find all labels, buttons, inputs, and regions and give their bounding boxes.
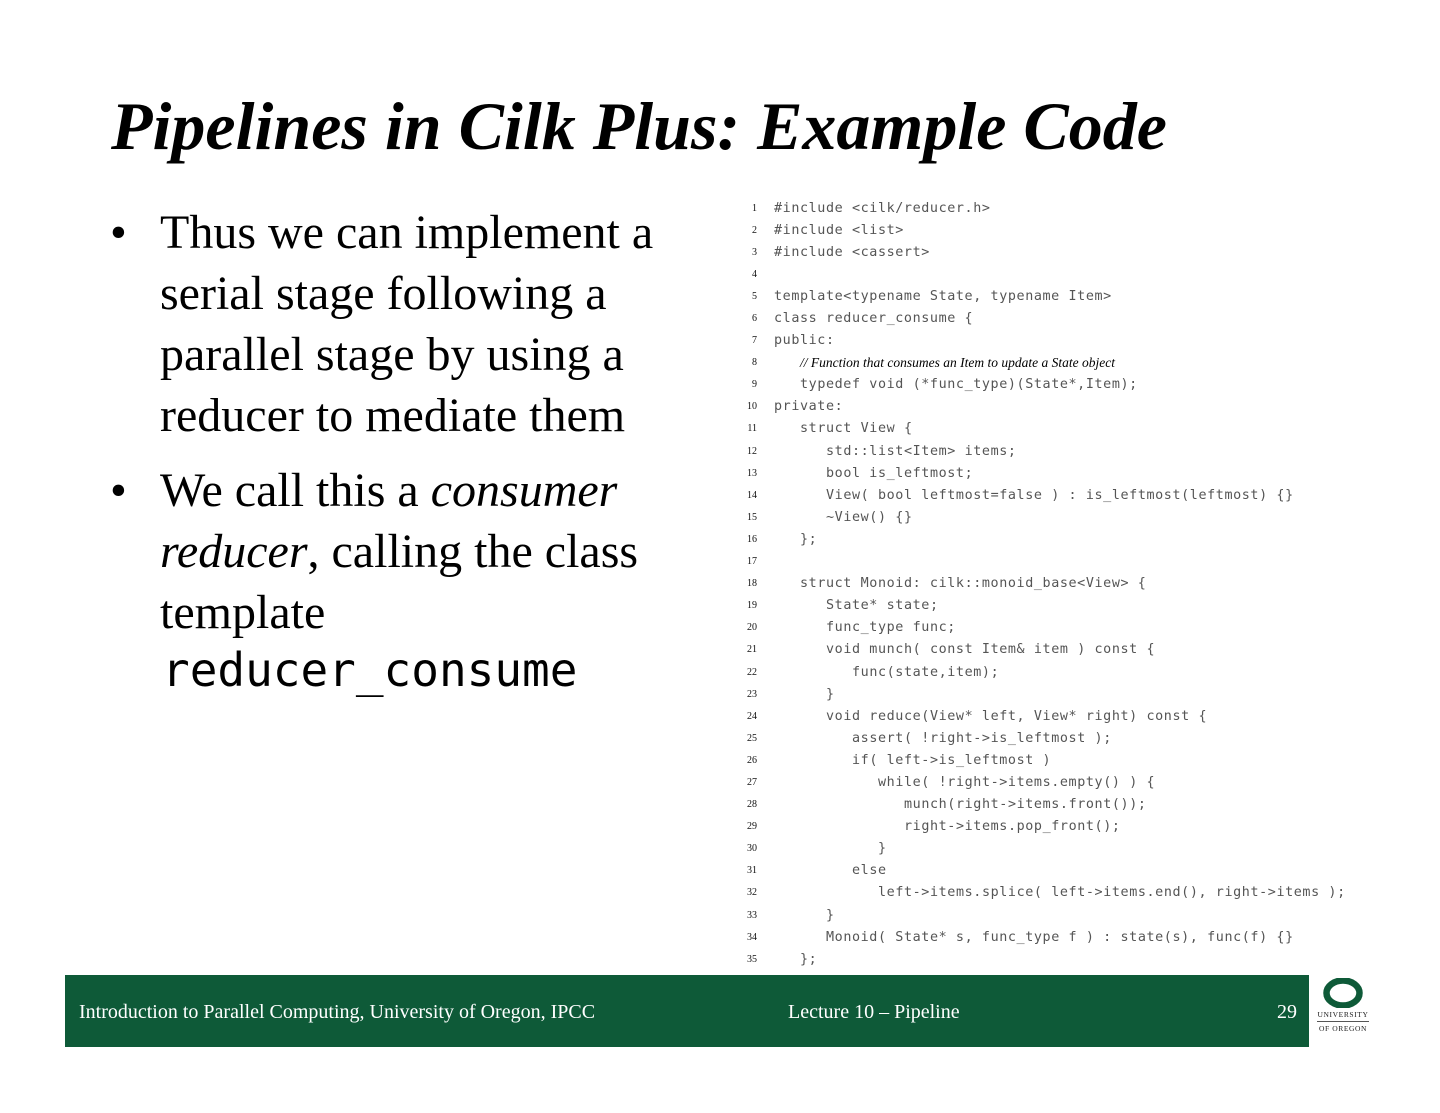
code-line [735, 595, 1415, 617]
code-line [735, 219, 1415, 241]
bullet-marker: • [110, 206, 127, 259]
line-number: 10 [747, 401, 757, 413]
code-text: if( left->is_leftmost ) [852, 752, 1052, 768]
code-text: while( !right->items.empty() ) { [878, 774, 1156, 790]
bullet-item [110, 202, 710, 446]
line-number: 3 [752, 246, 757, 258]
code-text: right->items.pop_front(); [904, 819, 1121, 835]
uo-o-mark-icon [1323, 978, 1363, 1008]
logo-line-1: UNIVERSITY [1317, 1010, 1369, 1019]
bullet-item [110, 460, 710, 697]
code-text: left->items.splice( left->items.end(), right->items ); [878, 885, 1346, 901]
line-number: 16 [747, 533, 757, 545]
code-text: template<typename State, typename Item> [774, 288, 1112, 304]
line-number: 11 [747, 423, 757, 435]
code-line [735, 285, 1415, 307]
code-listing [735, 197, 1415, 970]
code-line [735, 418, 1415, 440]
code-text: bool is_leftmost; [826, 465, 974, 481]
code-text: struct Monoid: cilk::monoid_base<View> { [800, 576, 1147, 592]
bullet-emphasis: consumer reducer [160, 464, 618, 578]
logo-divider [1317, 1021, 1369, 1022]
code-text: #include <cassert> [774, 244, 930, 260]
bullet-text: , calling the class template [160, 525, 639, 639]
code-line [735, 241, 1415, 263]
code-text: class reducer_consume { [774, 311, 974, 327]
line-number: 8 [752, 357, 757, 369]
code-text: }; [800, 531, 818, 547]
inline-code: reducer_consume [162, 643, 578, 697]
code-line [735, 617, 1415, 639]
code-text: View( bool leftmost=false ) : is_leftmost(leftmost) {} [826, 487, 1294, 503]
university-of-oregon-logo [1312, 978, 1374, 1048]
line-number: 34 [747, 931, 757, 943]
line-number: 25 [747, 732, 757, 744]
line-number: 28 [747, 799, 757, 811]
code-line [735, 749, 1415, 771]
footer-bar [65, 975, 1309, 1047]
code-line [735, 263, 1415, 285]
line-number: 9 [752, 379, 757, 391]
code-line [735, 352, 1415, 374]
code-text: struct View { [800, 421, 913, 437]
code-line [735, 307, 1415, 329]
line-number: 30 [747, 843, 757, 855]
code-line [735, 771, 1415, 793]
line-number: 21 [747, 644, 757, 656]
line-number: 15 [747, 511, 757, 523]
line-number: 31 [747, 865, 757, 877]
code-line [735, 528, 1415, 550]
code-line [735, 506, 1415, 528]
code-line [735, 816, 1415, 838]
line-number: 7 [752, 335, 757, 347]
code-line [735, 904, 1415, 926]
code-text: func_type func; [826, 620, 956, 636]
line-number: 35 [747, 953, 757, 965]
line-number: 24 [747, 710, 757, 722]
code-text: void reduce(View* left, View* right) const { [826, 708, 1208, 724]
line-number: 33 [747, 909, 757, 921]
code-text: }; [800, 951, 818, 967]
line-number: 20 [747, 622, 757, 634]
code-line [735, 551, 1415, 573]
line-number: 18 [747, 578, 757, 590]
line-number: 23 [747, 688, 757, 700]
code-line [735, 396, 1415, 418]
code-text: #include <cilk/reducer.h> [774, 200, 991, 216]
code-text: State* state; [826, 598, 939, 614]
bullet-marker: • [110, 464, 127, 517]
code-line [735, 705, 1415, 727]
footer-lecture: Lecture 10 – Pipeline [788, 1001, 960, 1023]
code-text: void munch( const Item& item ) const { [826, 642, 1156, 658]
line-number: 19 [747, 600, 757, 612]
code-line [735, 794, 1415, 816]
code-line [735, 683, 1415, 705]
bullet-text: Thus we can implement a serial stage following a parallel stage by using a reducer to mediate them [160, 206, 654, 442]
code-line [735, 727, 1415, 749]
slide-title: Pipelines in Cilk Plus: Example Code [111, 88, 1167, 164]
line-number: 22 [747, 666, 757, 678]
code-line [735, 926, 1415, 948]
code-line [735, 374, 1415, 396]
line-number: 32 [747, 887, 757, 899]
code-text: typedef void (*func_type)(State*,Item); [800, 377, 1138, 393]
code-text: ~View() {} [826, 509, 913, 525]
code-text: private: [774, 399, 844, 415]
code-line [735, 948, 1415, 970]
code-line [735, 440, 1415, 462]
line-number: 12 [747, 445, 757, 457]
line-number: 5 [752, 290, 757, 302]
code-text: #include <list> [774, 222, 904, 238]
bullet-list [110, 202, 710, 711]
code-text: } [878, 841, 887, 857]
code-text: assert( !right->is_leftmost ); [852, 730, 1112, 746]
code-text: // Function that consumes an Item to update a State object [800, 354, 1115, 370]
code-line [735, 462, 1415, 484]
line-number: 4 [752, 268, 757, 280]
line-number: 27 [747, 776, 757, 788]
bullet-text: We call this a [160, 464, 431, 517]
code-text: } [826, 907, 835, 923]
line-number: 13 [747, 467, 757, 479]
line-number: 29 [747, 821, 757, 833]
line-number: 1 [752, 202, 757, 214]
code-line [735, 882, 1415, 904]
code-text: else [852, 863, 887, 879]
line-number: 6 [752, 313, 757, 325]
code-line [735, 197, 1415, 219]
line-number: 26 [747, 754, 757, 766]
code-text: Monoid( State* s, func_type f ) : state(s), func(f) {} [826, 929, 1294, 945]
code-line [735, 573, 1415, 595]
code-line [735, 639, 1415, 661]
code-text: public: [774, 333, 835, 349]
code-line [735, 484, 1415, 506]
logo-line-2: OF OREGON [1318, 1024, 1368, 1033]
line-number: 2 [752, 224, 757, 236]
line-number: 14 [747, 489, 757, 501]
code-text: munch(right->items.front()); [904, 797, 1147, 813]
code-text: std::list<Item> items; [826, 443, 1017, 459]
line-number: 17 [747, 556, 757, 568]
code-line [735, 661, 1415, 683]
code-line [735, 330, 1415, 352]
page-number: 29 [1277, 1001, 1297, 1023]
footer-course: Introduction to Parallel Computing, University of Oregon, IPCC [79, 1001, 596, 1023]
code-text: } [826, 686, 835, 702]
code-line [735, 860, 1415, 882]
code-text: func(state,item); [852, 664, 1000, 680]
code-line [735, 838, 1415, 860]
